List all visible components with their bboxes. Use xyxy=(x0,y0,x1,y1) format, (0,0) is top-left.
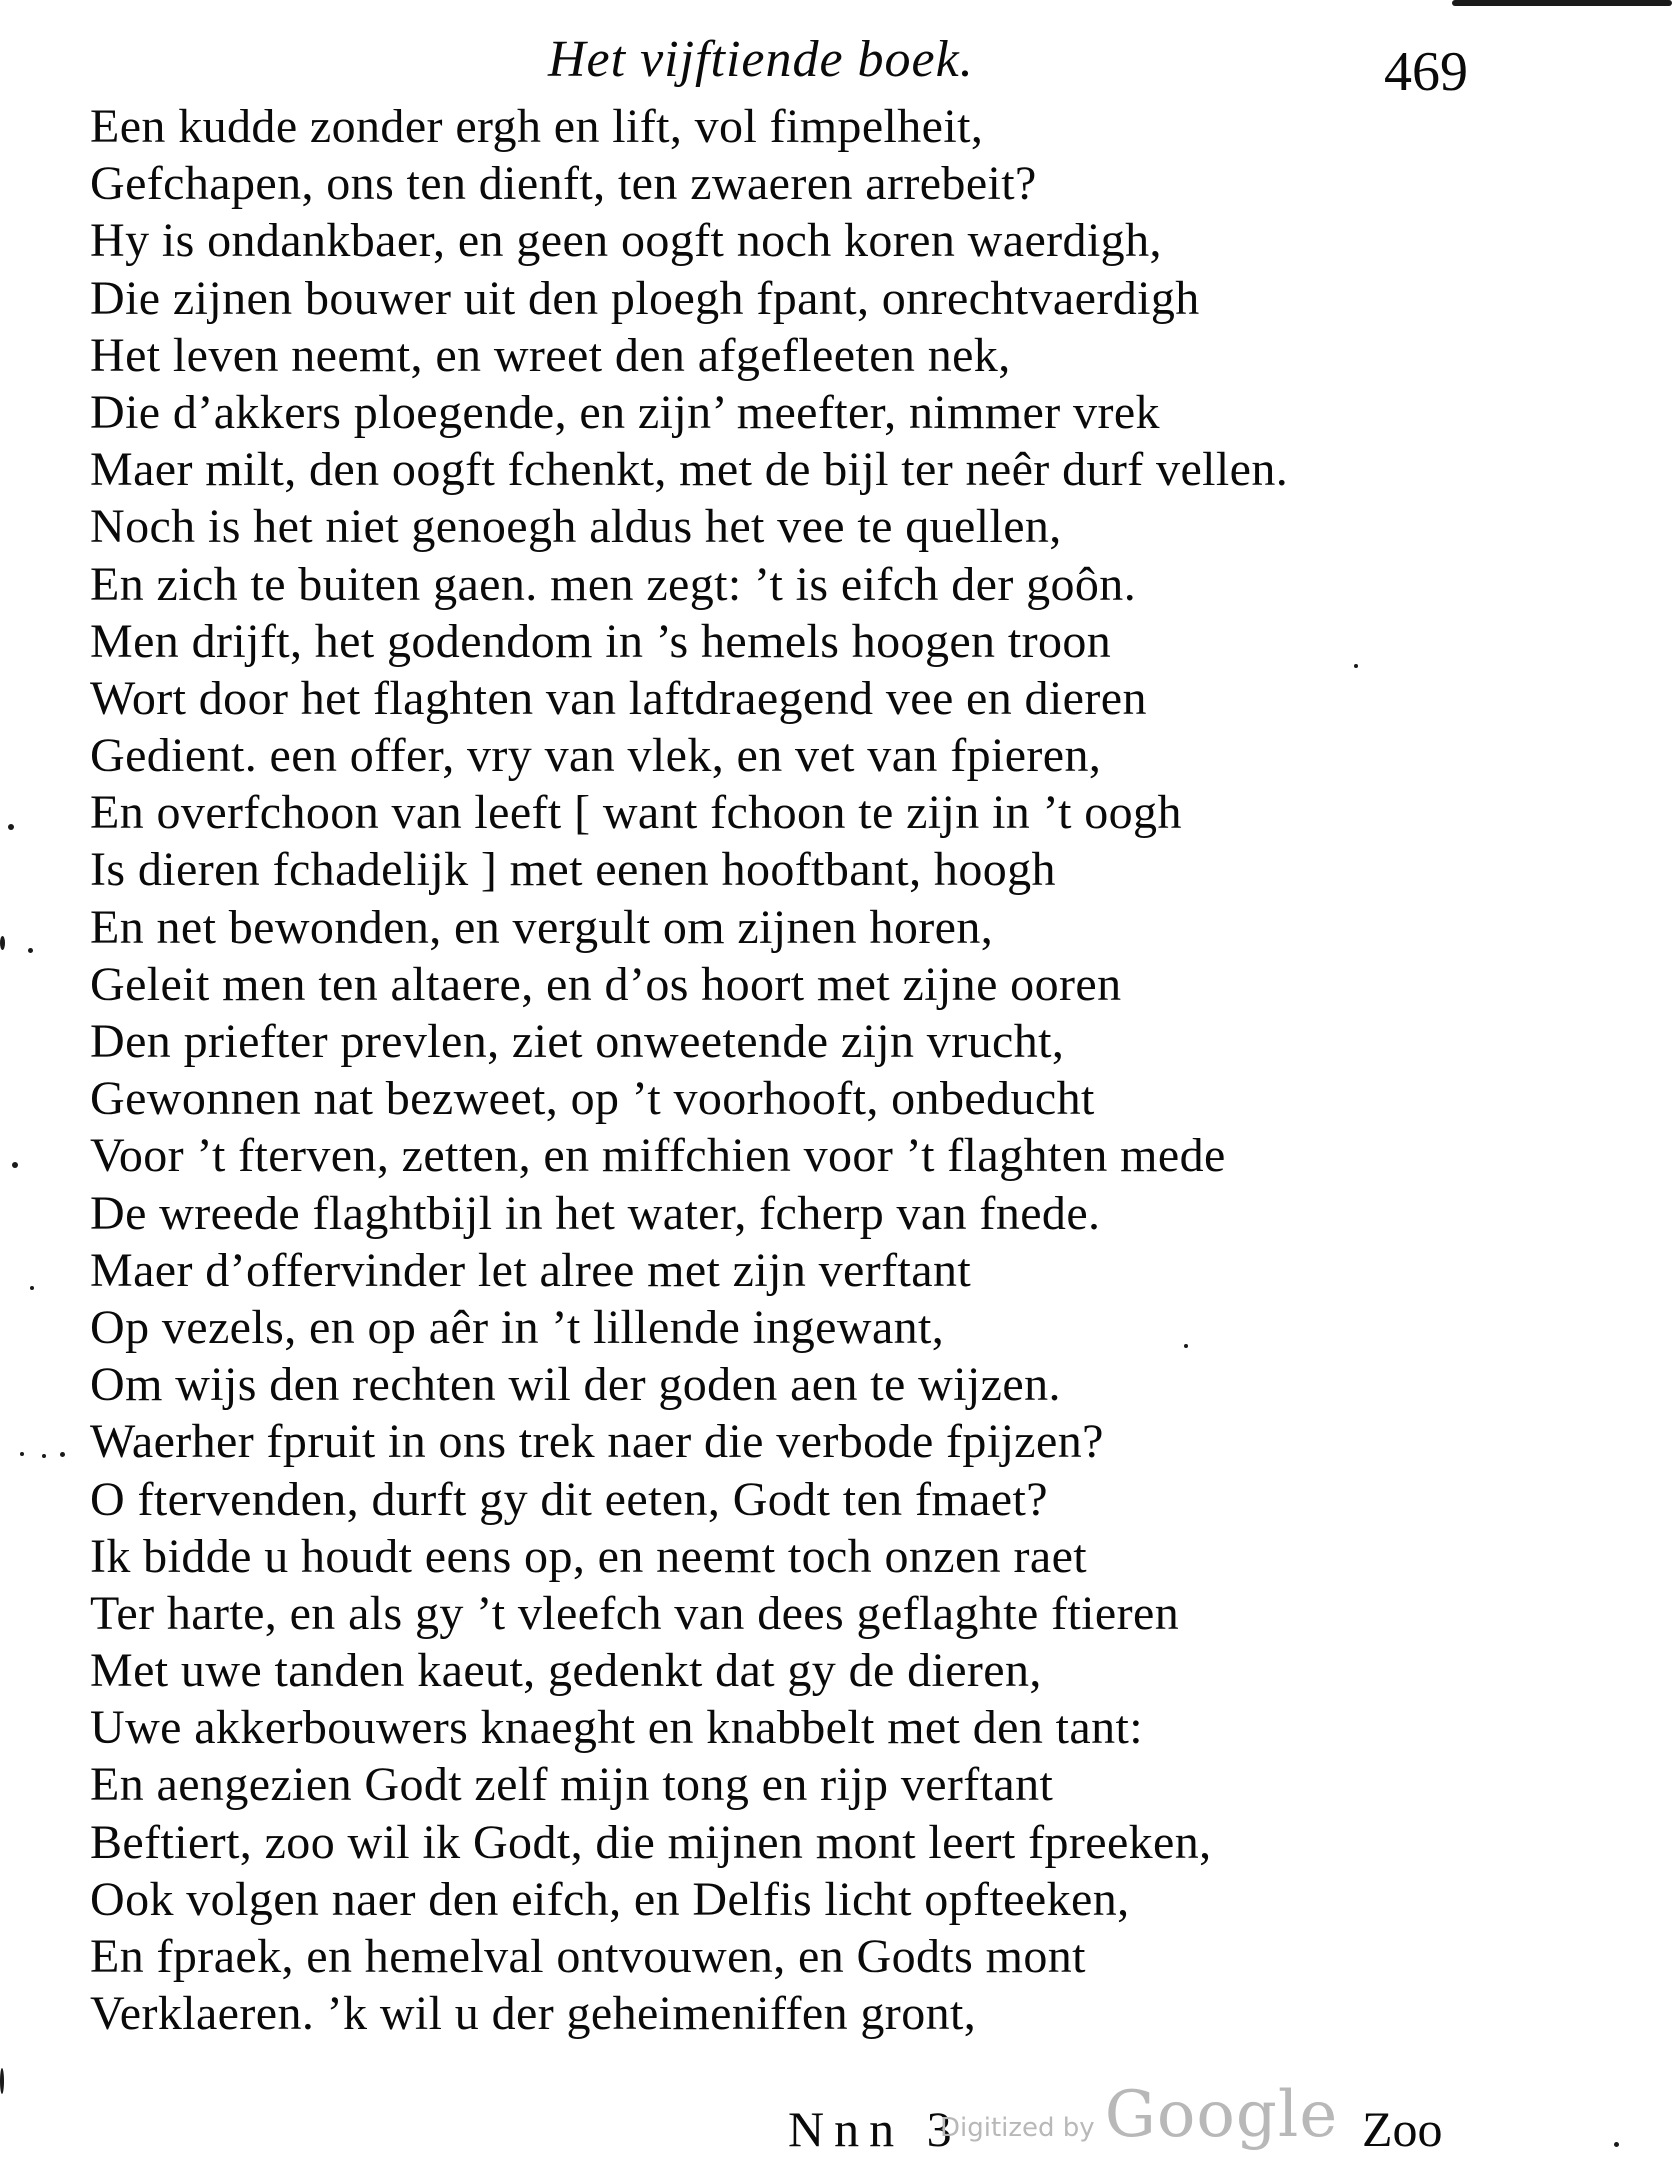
poem-line: En net bewonden, en vergult om zijnen horen, xyxy=(90,900,994,954)
poem-line: Om wijs den rechten wil der goden aen te wijzen. xyxy=(90,1358,1061,1412)
poem-line: En overfchoon van leeft [ want fchoon te zijn in ’t oogh xyxy=(90,786,1182,840)
page-number: 469 xyxy=(1384,41,1468,103)
signature-mark: Nnn 3 xyxy=(788,2101,962,2157)
poem-line: Men drijft, het godendom in ’s hemels hoogen troon xyxy=(90,614,1112,668)
poem-line: Gedient. een offer, vry van vlek, en vet van fpieren, xyxy=(90,729,1102,783)
scan-speck xyxy=(20,1452,24,1456)
poem-line: Die d’akkers ploegende, en zijn’ meefter, nimmer vrek xyxy=(90,385,1160,439)
catchword: Zoo xyxy=(1362,2101,1443,2157)
scan-speck xyxy=(1614,2142,1619,2147)
poem-line: Voor ’t fterven, zetten, en miffchien voor ’t flaghten mede xyxy=(90,1129,1226,1183)
scan-speck xyxy=(8,824,14,830)
poem-line: En zich te buiten gaen. men zegt: ’t is eifch der goôn. xyxy=(90,557,1137,611)
poem-line: Gefchapen, ons ten dienft, ten zwaeren arrebeit? xyxy=(90,157,1037,211)
poem-line: Ter harte, en als gy ’t vleefch van dees geflaghte ftieren xyxy=(90,1586,1180,1640)
scan-speck xyxy=(0,936,5,950)
poem-line: Wort door het flaghten van laftdraegend vee en dieren xyxy=(90,671,1147,725)
scan-speck xyxy=(60,1452,65,1457)
poem-line: Uwe akkerbouwers knaeght en knabbelt met den tant: xyxy=(90,1701,1143,1755)
poem-line: Verklaeren. ’k wil u der geheimeniffen gront, xyxy=(90,1987,977,2041)
poem-line: Is dieren fchadelijk ] met eenen hooftbant, hoogh xyxy=(90,843,1056,897)
poem-line: Met uwe tanden kaeut, gedenkt dat gy de dieren, xyxy=(90,1644,1042,1698)
poem-line: De wreede flaghtbijl in het water, fcherp van fnede. xyxy=(90,1186,1101,1240)
poem-line: Maer d’offervinder let alree met zijn verftant xyxy=(90,1243,972,1297)
poem-line: Het leven neemt, en wreet den afgefleeten nek, xyxy=(90,328,1011,382)
poem-text xyxy=(90,98,1510,2042)
poem-line: O ftervenden, durft gy dit eeten, Godt ten fmaet? xyxy=(90,1472,1048,1526)
digitization-watermark xyxy=(940,2078,1338,2152)
scan-speck xyxy=(12,1162,18,1168)
scan-speck xyxy=(28,948,33,953)
scan-speck xyxy=(1184,1344,1188,1348)
poem-line: Op vezels, en op aêr in ’t lillende ingewant, xyxy=(90,1300,945,1354)
poem-line: Geleit men ten altaere, en d’os hoort met zijne ooren xyxy=(90,957,1122,1011)
scan-speck xyxy=(30,1286,34,1290)
watermark-prefix: Digitized by xyxy=(940,2113,1095,2143)
poem-line: Beftiert, zoo wil ik Godt, die mijnen mont leert fpreeken, xyxy=(90,1815,1212,1869)
poem-line: En aengezien Godt zelf mijn tong en rijp verftant xyxy=(90,1758,1054,1812)
scan-speck xyxy=(42,1454,46,1458)
scan-speck xyxy=(0,2068,4,2094)
poem-line: Maer milt, den oogft fchenkt, met de bijl ter neêr durf vellen. xyxy=(90,443,1289,497)
scan-speck xyxy=(1452,0,1672,6)
scan-speck xyxy=(1354,664,1358,668)
poem-line: Ook volgen naer den eifch, en Delfis licht opfteeken, xyxy=(90,1872,1130,1926)
poem-line: Gewonnen nat bezweet, op ’t voorhooft, onbeducht xyxy=(90,1072,1095,1126)
poem-line: Ik bidde u houdt eens op, en neemt toch onzen raet xyxy=(90,1529,1088,1583)
poem-line: En fpraek, en hemelval ontvouwen, en Godts mont xyxy=(90,1930,1086,1983)
poem-line: Noch is het niet genoegh aldus het vee te quellen, xyxy=(90,500,1062,554)
google-logo: Google xyxy=(1104,2078,1339,2152)
poem-line: Een kudde zonder ergh en lift, vol fimpelheit, xyxy=(90,100,984,153)
poem-line: Den priefter prevlen, ziet onweetende zijn vrucht, xyxy=(90,1015,1065,1068)
running-title: Het vijftiende boek. xyxy=(548,31,974,88)
poem-line: Die zijnen bouwer uit den ploegh fpant, onrechtvaerdigh xyxy=(90,271,1200,325)
poem-line: Waerher fpruit in ons trek naer die verbode fpijzen? xyxy=(90,1415,1104,1469)
poem-line: Hy is ondankbaer, en geen oogft noch koren waerdigh, xyxy=(90,214,1162,268)
